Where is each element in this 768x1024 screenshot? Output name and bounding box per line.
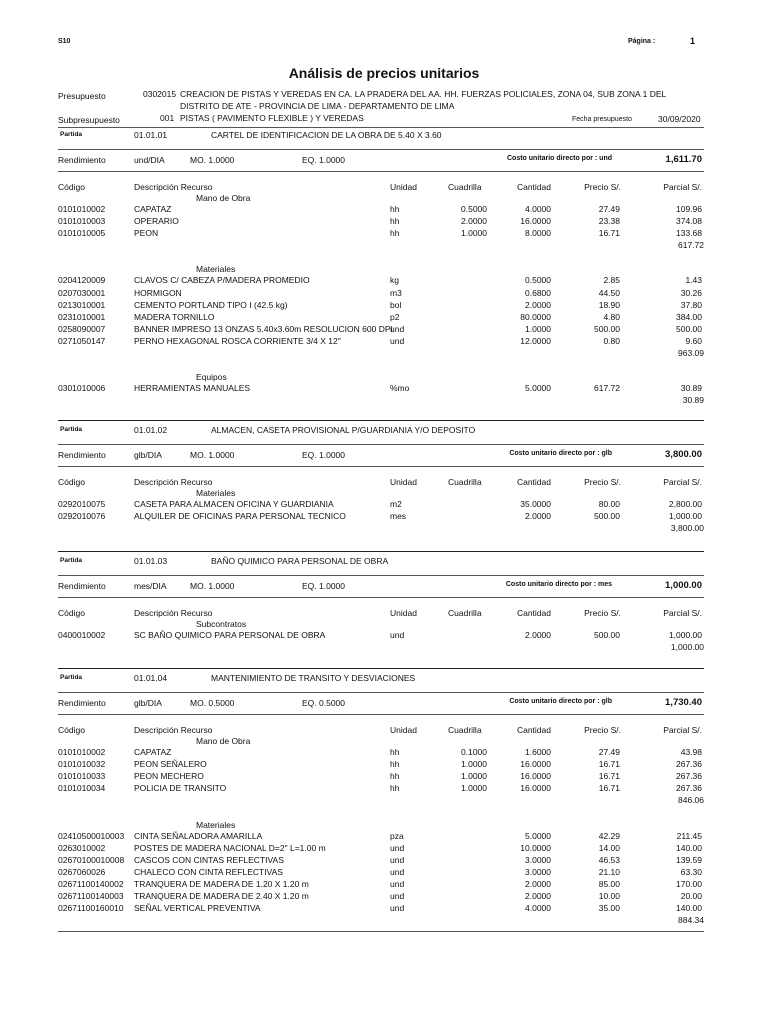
item-precio: 21.10 (598, 866, 620, 877)
group-total: 30.89 (682, 395, 704, 406)
presupuesto-description-line-1: CREACION DE PISTAS Y VEREDAS EN CA. LA PRADERA DEL AA. HH. FUERZAS POLICIALES, ZONA 04, SUB ZONA 1 DEL (180, 89, 667, 99)
item-code: 0101010005 (58, 228, 106, 239)
col-parcial: Parcial S/. (663, 725, 702, 735)
presupuesto-code: 0302015 (143, 89, 177, 99)
item-unit: hh (390, 759, 400, 770)
item-cantidad: 16.0000 (520, 771, 551, 782)
col-cuadrilla: Cuadrilla (448, 182, 482, 192)
item-cantidad: 0.6800 (525, 287, 551, 298)
item-code: 0400010002 (58, 630, 106, 640)
item-parcial: 37.80 (680, 299, 702, 310)
page-number: 1 (690, 36, 696, 46)
col-parcial: Parcial S/. (663, 182, 702, 192)
col-descripcion: Descripción Recurso (134, 182, 213, 192)
item-code: 0101010002 (58, 747, 106, 757)
item-parcial: 211.45 (676, 830, 702, 841)
item-cantidad: 1.0000 (525, 323, 551, 334)
item-cuadrilla: 1.0000 (461, 759, 487, 770)
item-parcial: 43.98 (680, 747, 702, 757)
item-code: 0207030001 (58, 287, 106, 298)
item-cuadrilla: 1.0000 (461, 771, 487, 782)
col-precio: Precio S/. (584, 725, 621, 735)
item-description: TRANQUERA DE MADERA DE 2.40 X 1.20 m (134, 891, 309, 901)
rendimiento-unit: glb/DIA (134, 450, 162, 460)
item-unit: und (390, 878, 405, 889)
item-cantidad: 3.0000 (525, 866, 551, 877)
col-unidad: Unidad (390, 608, 417, 618)
subpresupuesto-label: Subpresupuesto (58, 115, 120, 125)
item-unit: mes (390, 511, 407, 522)
item-description: PEON MECHERO (134, 771, 204, 782)
col-cantidad: Cantidad (516, 477, 551, 487)
item-precio: 617.72 (594, 383, 620, 394)
group-heading: Mano de Obra (196, 736, 251, 746)
item-precio: 4.80 (603, 311, 620, 322)
item-description: CLAVOS C/ CABEZA P/MADERA PROMEDIO (134, 275, 310, 286)
group-total: 963.09 (678, 348, 704, 358)
item-description: TRANQUERA DE MADERA DE 1.20 X 1.20 m (134, 878, 309, 889)
item-precio: 44.50 (598, 287, 620, 298)
item-code: 0213010001 (58, 299, 106, 310)
partida-label: Partida (60, 557, 83, 564)
row-divider (58, 466, 704, 467)
col-codigo: Código (58, 608, 85, 618)
item-cantidad: 2.0000 (525, 878, 551, 889)
group-total: 846.06 (678, 795, 704, 806)
partida-code: 01.01.04 (134, 673, 168, 683)
item-description: CEMENTO PORTLAND TIPO I (42.5 kg) (134, 299, 288, 310)
item-description: PEON (134, 228, 159, 239)
item-parcial: 133.68 (676, 228, 702, 239)
col-codigo: Código (58, 182, 85, 192)
partida-code: 01.01.03 (134, 556, 168, 566)
report-code: S10 (58, 38, 71, 45)
item-unit: hh (390, 228, 400, 239)
col-precio: Precio S/. (584, 477, 621, 487)
col-cantidad: Cantidad (516, 725, 551, 735)
col-precio: Precio S/. (584, 182, 621, 192)
item-cantidad: 3.0000 (525, 854, 551, 865)
item-cantidad: 4.0000 (525, 204, 551, 214)
item-precio: 2.85 (603, 275, 620, 286)
item-description: CASCOS CON CINTAS REFLECTIVAS (134, 854, 284, 865)
mo-value: MO. 1.0000 (190, 155, 235, 165)
item-precio: 10.00 (598, 891, 620, 901)
item-description: PEON SEÑALERO (134, 759, 207, 770)
item-unit: hh (390, 204, 400, 214)
group-heading: Materiales (196, 488, 236, 498)
costo-label: Costo unitario directo por : und (507, 155, 612, 162)
row-divider (58, 420, 704, 421)
item-precio: 23.38 (598, 216, 620, 227)
item-code: 02671100140003 (58, 891, 124, 901)
item-cantidad: 16.0000 (520, 783, 551, 794)
item-description: HERRAMIENTAS MANUALES (134, 383, 251, 394)
item-code: 02670100010008 (58, 854, 125, 865)
item-parcial: 140.00 (676, 903, 702, 914)
page-title: Análisis de precios unitarios (288, 65, 480, 81)
col-descripcion: Descripción Recurso (134, 477, 213, 487)
item-cantidad: 35.0000 (520, 499, 551, 509)
rendimiento-label: Rendimiento (58, 581, 106, 591)
item-parcial: 139.59 (676, 854, 702, 865)
item-unit: und (390, 842, 405, 853)
item-description: PERNO HEXAGONAL ROSCA CORRIENTE 3/4 X 12" (134, 335, 341, 346)
subpresupuesto-code: 001 (160, 113, 175, 123)
costo-value: 3,800.00 (665, 449, 702, 460)
item-unit: bol (390, 299, 402, 310)
item-unit: und (390, 903, 405, 914)
item-precio: 42.29 (598, 830, 620, 841)
item-code: 0267060026 (58, 866, 106, 877)
item-unit: hh (390, 771, 400, 782)
partida-code: 01.01.01 (134, 130, 168, 140)
col-unidad: Unidad (390, 182, 417, 192)
item-parcial: 267.36 (676, 783, 702, 794)
group-heading: Mano de Obra (196, 193, 251, 203)
item-code: 0101010003 (58, 216, 106, 227)
item-parcial: 500.00 (676, 323, 702, 334)
item-description: POSTES DE MADERA NACIONAL D=2" L=1.00 m (134, 842, 326, 853)
row-divider (58, 149, 704, 150)
col-cantidad: Cantidad (516, 608, 551, 618)
item-cantidad: 8.0000 (525, 228, 551, 239)
item-parcial: 9.60 (685, 335, 702, 346)
item-cuadrilla: 1.0000 (461, 228, 487, 239)
item-parcial: 30.26 (680, 287, 702, 298)
item-description: CHALECO CON CINTA REFLECTIVAS (134, 866, 283, 877)
item-code: 0101010002 (58, 204, 106, 214)
item-description: CASETA PARA ALMACEN OFICINA Y GUARDIANIA (134, 499, 334, 509)
item-code: 0271050147 (58, 335, 106, 346)
costo-value: 1,730.40 (665, 697, 702, 708)
item-cantidad: 10.0000 (520, 842, 551, 853)
item-cantidad: 1.6000 (525, 747, 551, 757)
partida-title: ALMACEN, CASETA PROVISIONAL P/GUARDIANIA Y/O DEPOSITO (211, 425, 476, 435)
item-unit: und (390, 866, 405, 877)
item-precio: 500.00 (594, 323, 620, 334)
item-description: SEÑAL VERTICAL PREVENTIVA (134, 903, 261, 914)
row-divider (58, 692, 704, 693)
presupuesto-label: Presupuesto (58, 91, 106, 101)
item-code: 0258090007 (58, 323, 106, 334)
item-code: 0292010075 (58, 499, 106, 509)
item-description: POLICIA DE TRANSITO (134, 783, 227, 794)
eq-value: EQ. 0.5000 (302, 698, 346, 708)
item-description: CAPATAZ (134, 204, 172, 214)
item-description: ALQUILER DE OFICINAS PARA PERSONAL TECNICO (134, 511, 346, 522)
partida-label: Partida (60, 674, 83, 681)
rendimiento-label: Rendimiento (58, 450, 106, 460)
item-parcial: 2,800.00 (668, 499, 702, 509)
row-divider (58, 171, 704, 172)
item-cantidad: 2.0000 (525, 511, 551, 522)
group-heading: Materiales (196, 819, 236, 830)
group-total: 3,800.00 (670, 523, 704, 534)
item-parcial: 374.08 (676, 216, 702, 227)
col-codigo: Código (58, 477, 85, 487)
group-heading: Subcontratos (196, 619, 247, 629)
item-unit: m2 (390, 499, 402, 509)
col-cantidad: Cantidad (516, 182, 551, 192)
item-cantidad: 2.0000 (525, 630, 551, 640)
item-code: 0204120009 (58, 275, 106, 286)
item-unit: und (390, 335, 405, 346)
header-divider (58, 127, 704, 128)
item-code: 0292010076 (58, 511, 106, 522)
eq-value: EQ. 1.0000 (302, 155, 346, 165)
item-parcial: 20.00 (680, 891, 702, 901)
col-parcial: Parcial S/. (663, 608, 702, 618)
row-divider (58, 575, 704, 576)
fecha-value: 30/09/2020 (658, 114, 701, 124)
costo-label: Costo unitario directo por : mes (505, 581, 612, 588)
item-parcial: 267.36 (676, 771, 702, 782)
col-descripcion: Descripción Recurso (134, 608, 213, 618)
item-parcial: 63.30 (680, 866, 702, 877)
item-unit: m3 (390, 287, 402, 298)
item-code: 02410500010003 (58, 830, 125, 841)
item-cantidad: 4.0000 (525, 903, 551, 914)
group-total: 1,000.00 (670, 642, 704, 653)
partida-code: 01.01.02 (134, 425, 168, 435)
item-cantidad: 16.0000 (520, 216, 551, 227)
item-precio: 500.00 (594, 630, 620, 640)
row-divider (58, 597, 704, 598)
item-cantidad: 2.0000 (525, 891, 551, 901)
eq-value: EQ. 1.0000 (302, 450, 346, 460)
mo-value: MO. 1.0000 (190, 450, 235, 460)
col-parcial: Parcial S/. (663, 477, 702, 487)
group-heading: Equipos (196, 372, 227, 383)
item-description: CINTA SEÑALADORA AMARILLA (134, 830, 263, 841)
item-precio: 80.00 (598, 499, 620, 509)
item-code: 0101010032 (58, 759, 106, 770)
item-cuadrilla: 0.5000 (461, 204, 487, 214)
col-descripcion: Descripción Recurso (134, 725, 213, 735)
costo-value: 1,000.00 (665, 580, 702, 591)
item-unit: hh (390, 747, 400, 757)
group-total: 617.72 (678, 240, 704, 251)
item-description: OPERARIO (134, 216, 179, 227)
item-description: CAPATAZ (134, 747, 172, 757)
item-cuadrilla: 0.1000 (461, 747, 487, 757)
item-precio: 27.49 (598, 747, 620, 757)
item-description: BANNER IMPRESO 13 ONZAS 5.40x3.60m RESOLUCION 600 DPI (134, 323, 393, 334)
item-code: 0101010033 (58, 771, 106, 782)
partida-label: Partida (60, 131, 83, 138)
subpresupuesto-description: PISTAS ( PAVIMENTO FLEXIBLE ) Y VEREDAS (180, 113, 364, 123)
item-precio: 16.71 (598, 783, 620, 794)
rendimiento-label: Rendimiento (58, 155, 106, 165)
item-cuadrilla: 1.0000 (461, 783, 487, 794)
col-unidad: Unidad (390, 477, 417, 487)
item-parcial: 170.00 (676, 878, 702, 889)
item-cuadrilla: 2.0000 (461, 216, 487, 227)
row-divider (58, 714, 704, 715)
item-parcial: 109.96 (676, 204, 702, 214)
item-parcial: 1.43 (685, 275, 702, 286)
costo-label: Costo unitario directo por : glb (509, 698, 612, 705)
item-code: 02671100140002 (58, 878, 124, 889)
item-unit: und (390, 323, 405, 334)
rendimiento-unit: und/DIA (134, 155, 165, 165)
item-precio: 85.00 (598, 878, 620, 889)
row-divider (58, 931, 704, 932)
item-unit: hh (390, 783, 400, 794)
item-unit: pza (390, 830, 404, 841)
item-cantidad: 12.0000 (520, 335, 551, 346)
costo-label: Costo unitario directo por : glb (509, 450, 612, 457)
mo-value: MO. 0.5000 (190, 698, 235, 708)
fecha-label: Fecha presupuesto (572, 116, 632, 123)
row-divider (58, 668, 704, 669)
item-precio: 500.00 (594, 511, 620, 522)
item-unit: kg (390, 275, 399, 286)
page-label: Página : (628, 38, 656, 45)
presupuesto-description-line-2: DISTRITO DE ATE - PROVINCIA DE LIMA - DEPARTAMENTO DE LIMA (180, 101, 455, 111)
item-precio: 46.53 (598, 854, 620, 865)
item-unit: und (390, 891, 405, 901)
row-divider (58, 551, 704, 552)
item-cantidad: 2.0000 (525, 299, 551, 310)
partida-label: Partida (60, 426, 83, 433)
eq-value: EQ. 1.0000 (302, 581, 346, 591)
col-unidad: Unidad (390, 725, 417, 735)
item-precio: 16.71 (598, 228, 620, 239)
item-description: MADERA TORNILLO (134, 311, 215, 322)
item-parcial: 384.00 (676, 311, 702, 322)
item-precio: 16.71 (598, 759, 620, 770)
rendimiento-unit: mes/DIA (134, 581, 167, 591)
partida-title: CARTEL DE IDENTIFICACION DE LA OBRA DE 5.40 X 3.60 (211, 130, 442, 140)
partida-title: MANTENIMIENTO DE TRANSITO Y DESVIACIONES (211, 673, 416, 683)
item-parcial: 1,000.00 (668, 511, 702, 522)
item-unit: hh (390, 216, 400, 227)
costo-value: 1,611.70 (665, 154, 702, 165)
item-unit: und (390, 854, 405, 865)
group-total: 884.34 (678, 915, 704, 926)
item-cantidad: 80.0000 (520, 311, 551, 322)
item-code: 0101010034 (58, 783, 106, 794)
group-heading: Materiales (196, 264, 236, 275)
item-unit: p2 (390, 311, 400, 322)
item-cantidad: 0.5000 (525, 275, 551, 286)
item-code: 02671100160010 (58, 903, 124, 914)
col-cuadrilla: Cuadrilla (448, 725, 482, 735)
col-cuadrilla: Cuadrilla (448, 477, 482, 487)
item-unit: %mo (390, 383, 410, 394)
partida-title: BAÑO QUIMICO PARA PERSONAL DE OBRA (211, 556, 389, 566)
row-divider (58, 444, 704, 445)
item-parcial: 30.89 (680, 383, 702, 394)
item-description: SC BAÑO QUIMICO PARA PERSONAL DE OBRA (134, 630, 326, 640)
col-codigo: Código (58, 725, 85, 735)
item-precio: 14.00 (598, 842, 620, 853)
item-cantidad: 16.0000 (520, 759, 551, 770)
item-precio: 0.80 (603, 335, 620, 346)
item-code: 0301010006 (58, 383, 106, 394)
rendimiento-unit: glb/DIA (134, 698, 162, 708)
item-code: 0231010001 (58, 311, 106, 322)
item-code: 0263010002 (58, 842, 106, 853)
item-cantidad: 5.0000 (525, 830, 551, 841)
item-parcial: 267.36 (676, 759, 702, 770)
item-parcial: 1,000.00 (668, 630, 702, 640)
item-precio: 27.49 (598, 204, 620, 214)
item-unit: und (390, 630, 405, 640)
col-precio: Precio S/. (584, 608, 621, 618)
item-description: HORMIGON (134, 287, 182, 298)
mo-value: MO. 1.0000 (190, 581, 235, 591)
item-precio: 18.90 (598, 299, 620, 310)
item-precio: 35.00 (598, 903, 620, 914)
rendimiento-label: Rendimiento (58, 698, 106, 708)
item-precio: 16.71 (598, 771, 620, 782)
item-parcial: 140.00 (676, 842, 702, 853)
col-cuadrilla: Cuadrilla (448, 608, 482, 618)
item-cantidad: 5.0000 (525, 383, 551, 394)
